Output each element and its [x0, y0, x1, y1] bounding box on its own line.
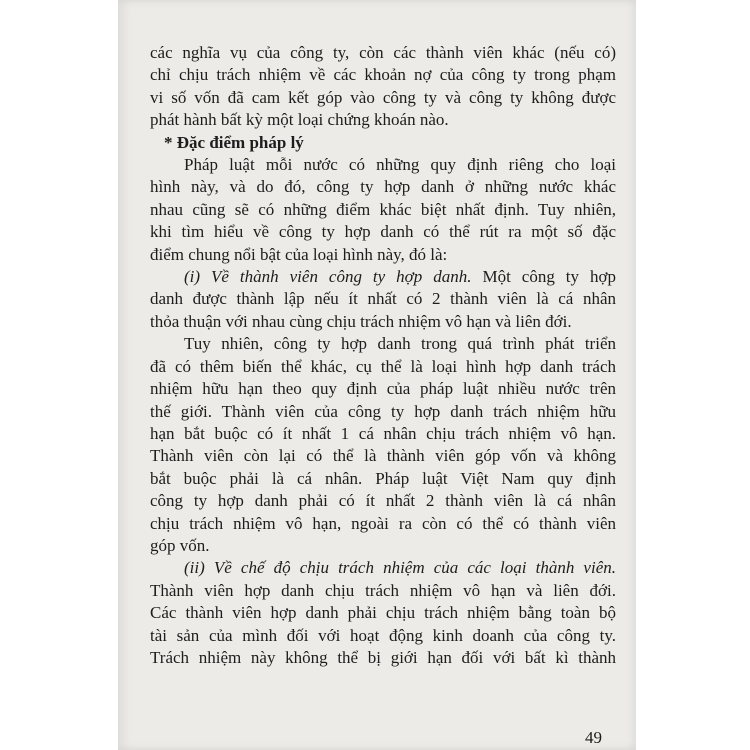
text-line: Pháp luật mỗi nước có những quy định riêng cho loại	[184, 155, 616, 175]
text-line: công ty hợp danh phải có ít nhất 2 thành viên là cá nhân	[150, 491, 616, 511]
item-title: (i) Về thành viên công ty hợp danh.	[184, 267, 472, 287]
list-item-heading	[150, 266, 616, 288]
text-line: bắt buộc phải là cá nhân. Pháp luật Việt Nam quy định	[150, 468, 616, 488]
text-line: danh được thành lập nếu ít nhất có 2 thành viên là cá nhân	[150, 289, 616, 309]
text-line: đã có thêm biến thể khác, cụ thể là loại hình hợp danh trách	[150, 356, 616, 376]
text-line: chỉ chịu trách nhiệm về các khoản nợ của công ty trong phạm	[150, 65, 616, 85]
list-item-heading: (ii) Về chế độ chịu trách nhiệm của các loại thành viên.	[184, 558, 616, 578]
text-line: các nghĩa vụ của công ty, còn các thành viên khác (nếu có)	[150, 43, 616, 62]
text-line: Các thành viên hợp danh phải chịu trách nhiệm bằng toàn bộ	[150, 603, 616, 623]
text-line: hình này, và do đó, công ty hợp danh ở những nước khác	[150, 177, 616, 197]
text-line: điểm chung nổi bật của loại hình này, đó là:	[150, 244, 448, 264]
text-line: vi số vốn đã cam kết góp vào công ty và công ty không được	[150, 87, 616, 107]
text-line: khi tìm hiểu về công ty hợp danh có thể rút ra một số đặc	[150, 222, 616, 242]
page-text	[150, 42, 616, 669]
text-line: hạn bắt buộc có ít nhất 1 cá nhân chịu trách nhiệm vô hạn.	[150, 423, 616, 443]
text-line: tài sản của mình đối với hoạt động kinh doanh của công ty.	[150, 625, 616, 645]
text-line: phát hành bất kỳ một loại chứng khoán nào.	[150, 110, 449, 130]
text-line: chịu trách nhiệm vô hạn, ngoài ra còn có thể có thành viên	[150, 513, 616, 533]
background-right	[636, 0, 750, 750]
item-text: Một công ty hợp	[471, 267, 616, 287]
background-left	[0, 0, 118, 750]
text-line: Tuy nhiên, công ty hợp danh trong quá trình phát triển	[184, 334, 616, 354]
section-heading: * Đặc điểm pháp lý	[164, 132, 304, 152]
text-line: thỏa thuận với nhau cùng chịu trách nhiệm vô hạn và liên đới.	[150, 311, 572, 331]
text-line: nhau cũng sẽ có những điểm khác biệt nhất định. Tuy nhiên,	[150, 199, 616, 219]
text-line: góp vốn.	[150, 535, 210, 555]
text-line: Trách nhiệm này không thể bị giới hạn đối với bất kì thành	[150, 647, 616, 667]
text-line: nhiệm hữu hạn theo quy định của pháp luật nhiều nước trên	[150, 379, 616, 399]
text-line: Thành viên còn lại có thể là thành viên góp vốn và không	[150, 446, 616, 466]
text-line: thế giới. Thành viên của công ty hợp danh trách nhiệm hữu	[150, 401, 616, 421]
page-number: 49	[585, 728, 602, 747]
text-line: Thành viên hợp danh chịu trách nhiệm vô hạn và liên đới.	[150, 580, 616, 600]
